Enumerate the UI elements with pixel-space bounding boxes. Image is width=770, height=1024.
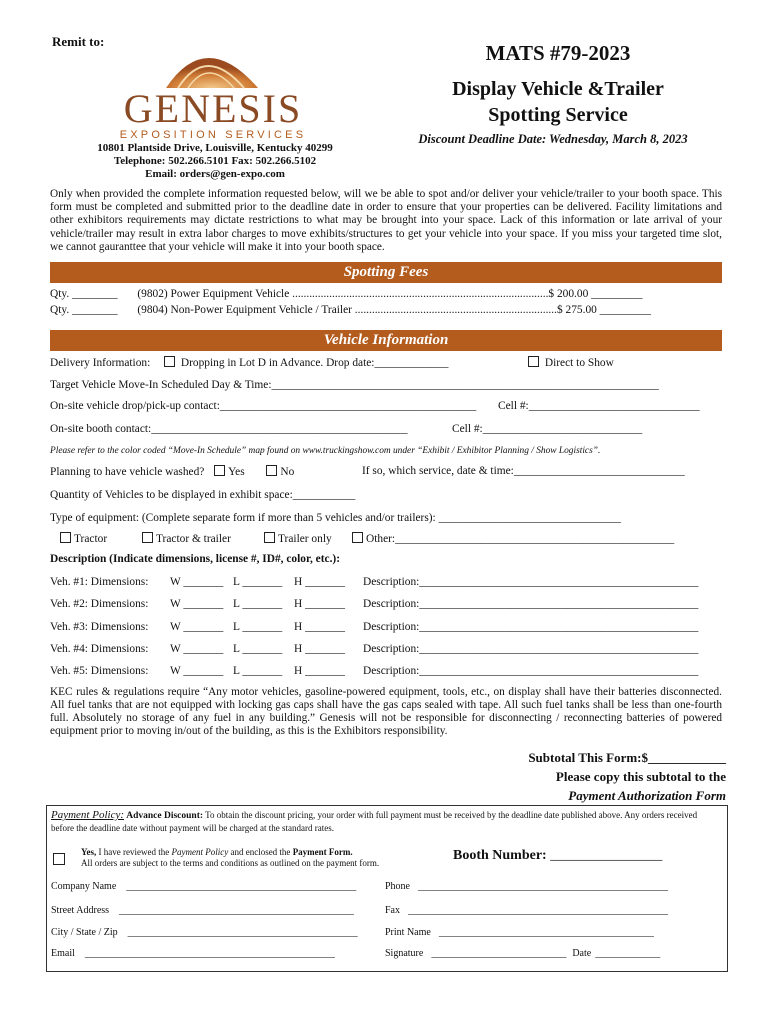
booth-number-field[interactable]: ________________: [550, 848, 663, 863]
company-address: 10801 Plantside Drive, Louisville, Kentucky 40299: [97, 142, 333, 154]
booth-number-row: [453, 848, 662, 864]
fee-row-9804: [50, 304, 651, 316]
pay-field-label: Email: [51, 948, 75, 959]
trailer-only-label: Trailer only: [278, 533, 332, 545]
pay-field-label: Print Name: [385, 927, 431, 938]
pay-field-input[interactable]: _______________________________________________: [119, 905, 355, 916]
payment-policy-label: Payment Policy:: [51, 809, 124, 821]
veh-description-field-3[interactable]: Description:_________________________________________________: [363, 621, 699, 633]
payment-policy-text: To obtain the discount pricing, your order with full payment must be received by the deadline date published above. Any orders received before the deadline date without payment will be charged at the standard rates.: [51, 810, 698, 833]
wash-no-checkbox[interactable]: [266, 465, 277, 476]
pay-field-right-3: [385, 927, 654, 938]
pay-field-input[interactable]: __________________________________________________: [418, 881, 668, 892]
tractor-trailer-checkbox[interactable]: [142, 532, 153, 543]
veh-length-field-5[interactable]: L _______: [233, 665, 283, 677]
veh-height-field-5[interactable]: H _______: [294, 665, 345, 677]
form-subtitle-line2: Spotting Service: [488, 104, 628, 126]
form-title: MATS #79-2023: [485, 41, 631, 65]
description-heading: Description (Indicate dimensions, license #, ID#, color, etc.):: [50, 553, 341, 565]
target-move-in-field[interactable]: Target Vehicle Move-In Scheduled Day & Time:____________________________________________________________________: [50, 379, 659, 391]
pay-field-label: Street Address: [51, 905, 110, 916]
pay-field-left-1: [51, 881, 356, 892]
fee-price-9802[interactable]: $ 200.00 _________: [548, 288, 643, 300]
direct-to-show-option: [528, 356, 614, 369]
move-in-schedule-note: Please refer to the color coded “Move-In Schedule” map found on www.truckingshow.com under “Exhibit / Exhibitor Planning / Show Logistics”.: [50, 446, 601, 456]
veh-description-field-4[interactable]: Description:_________________________________________________: [363, 643, 699, 655]
date-label: Date: [572, 948, 592, 959]
equip-option-tractor-trailer: [142, 532, 231, 545]
veh-height-field-1[interactable]: H _______: [294, 576, 345, 588]
policy-ack-checkbox-wrap: [53, 851, 68, 869]
veh-label-3: Veh. #3: Dimensions:: [50, 621, 149, 633]
advance-discount-label: Advance Discount:: [126, 811, 204, 821]
tractor-checkbox[interactable]: [60, 532, 71, 543]
onsite-drop-contact-field[interactable]: On-site vehicle drop/pick-up contact:_____________________________________________: [50, 400, 477, 412]
spotting-fees-heading: Spotting Fees: [50, 262, 722, 283]
genesis-logo: [88, 36, 338, 144]
payment-policy: [51, 809, 721, 834]
pay-field-label: Signature: [385, 948, 424, 959]
other-checkbox[interactable]: [352, 532, 363, 543]
delivery-row: [50, 356, 449, 369]
remit-to-label: Remit to:: [52, 34, 105, 49]
subtotal-block: [430, 748, 726, 805]
pay-field-input[interactable]: ___________________________________________: [438, 927, 654, 938]
veh-width-field-5[interactable]: W _______: [170, 665, 224, 677]
ack-text2: and enclosed the: [228, 847, 293, 857]
pay-field-label: Phone: [385, 881, 410, 892]
direct-to-show-checkbox[interactable]: [528, 356, 539, 367]
lot-d-checkbox[interactable]: [164, 356, 175, 367]
veh-label-5: Veh. #5: Dimensions:: [50, 665, 149, 677]
pay-field-input[interactable]: __________________________________________________: [84, 948, 335, 959]
vehicle-info-heading: Vehicle Information: [50, 330, 722, 351]
pay-field-left-4: [51, 948, 335, 959]
veh-description-field-5[interactable]: Description:_________________________________________________: [363, 665, 699, 677]
veh-label-1: Veh. #1: Dimensions:: [50, 576, 149, 588]
form-subtitle: [398, 76, 718, 128]
fee-qty-9802[interactable]: Qty. ________: [50, 288, 118, 300]
equip-option-tractor: [60, 532, 107, 545]
pay-field-input[interactable]: ______________________________________________: [126, 881, 357, 892]
veh-height-field-4[interactable]: H _______: [294, 643, 345, 655]
direct-to-show-label: Direct to Show: [544, 357, 614, 369]
lot-d-label[interactable]: Dropping in Lot D in Advance. Drop date:_____________: [180, 357, 449, 369]
wash-no-label: No: [280, 466, 295, 478]
ack-text1: I have reviewed the: [96, 847, 172, 857]
veh-description-field-2[interactable]: Description:_________________________________________________: [363, 598, 699, 610]
company-address-block: [58, 142, 372, 181]
wash-row: [50, 465, 294, 478]
onsite-booth-contact-field[interactable]: On-site booth contact:_____________________________________________: [50, 423, 408, 435]
pay-field-label: Fax: [385, 905, 400, 916]
fee-qty-9804[interactable]: Qty. ________: [50, 304, 118, 316]
policy-ack-text: [81, 847, 379, 869]
policy-ack-checkbox[interactable]: [53, 853, 65, 865]
discount-deadline: Discount Deadline Date: Wednesday, March 8, 2023: [418, 132, 688, 146]
veh-length-field-4[interactable]: L _______: [233, 643, 283, 655]
fee-price-9804[interactable]: $ 275.00 _________: [556, 304, 651, 316]
veh-label-4: Veh. #4: Dimensions:: [50, 643, 149, 655]
pay-field-input[interactable]: ____________________________________________________: [408, 905, 668, 916]
equip-option-other: [352, 532, 674, 545]
delivery-label: Delivery Information:: [50, 357, 151, 369]
ack-yes: Yes,: [81, 847, 97, 857]
veh-height-field-2[interactable]: H _______: [294, 598, 345, 610]
pay-field-input[interactable]: ___________________________: [431, 948, 567, 959]
tractor-trailer-label: Tractor & trailer: [156, 533, 231, 545]
pay-field-label: Company Name: [51, 881, 117, 892]
pay-field-input[interactable]: ______________________________________________: [127, 927, 358, 938]
veh-width-field-1[interactable]: W _______: [170, 576, 224, 588]
pay-field-right-4: [385, 948, 660, 959]
trailer-only-checkbox[interactable]: [264, 532, 275, 543]
wash-label: Planning to have vehicle washed?: [50, 466, 205, 478]
subtotal-field[interactable]: Subtotal This Form:$____________: [528, 750, 726, 765]
policy-ack-line1: [81, 847, 379, 858]
drop-contact-cell-field[interactable]: Cell #:______________________________: [498, 400, 700, 412]
other-field[interactable]: Other:_________________________________________________: [366, 533, 675, 545]
vehicle-quantity-field[interactable]: Quantity of Vehicles to be displayed in exhibit space:___________: [50, 489, 356, 501]
equip-option-trailer-only: [264, 532, 332, 545]
veh-length-field-1[interactable]: L _______: [233, 576, 283, 588]
booth-number-label: Booth Number:: [453, 848, 547, 863]
veh-width-field-4[interactable]: W _______: [170, 643, 224, 655]
wash-yes-label: Yes: [228, 466, 245, 478]
veh-height-field-3[interactable]: H _______: [294, 621, 345, 633]
fee-desc-9804: (9804) Non-Power Equipment Vehicle / Trailer .......................................................................: [137, 304, 557, 316]
equipment-type-field[interactable]: Type of equipment: (Complete separate form if more than 5 vehicles and/or trailers): ________________________________: [50, 512, 621, 524]
veh-width-field-2[interactable]: W _______: [170, 598, 224, 610]
company-phone-fax: Telephone: 502.266.5101 Fax: 502.266.5102: [113, 155, 317, 167]
ack-policy: Payment Policy: [171, 847, 229, 857]
veh-label-2: Veh. #2: Dimensions:: [50, 598, 149, 610]
pay-field-right-1: [385, 881, 668, 892]
subtotal-instruction-form: Payment Authorization Form: [568, 788, 726, 803]
company-email: Email: orders@gen-expo.com: [145, 168, 285, 180]
pay-field-left-2: [51, 905, 354, 916]
veh-description-field-1[interactable]: Description:_________________________________________________: [363, 576, 699, 588]
intro-paragraph: Only when provided the complete information requested below, will we be able to spot and/or deliver your vehicle/trailer to your booth space. This form must be completed and submitted prior to the deadline date in order to ensure that your properties can be delivered. Facility limitations and other exhibitors requirements may dictate restrictions to what may be brought into your space. Lack of this information or late arrival of your vehicle/trailer may result in extra labor charges to move exhibits/structures to get your vehicle into your space. If you miss your targeted time slot, we cannot gauranttee that your vehicle will make it into your booth space.: [50, 188, 722, 253]
payment-box: [46, 805, 728, 972]
wash-service-field[interactable]: If so, which service, date & time:______________________________: [362, 465, 685, 477]
pay-field-label: City / State / Zip: [51, 927, 118, 938]
subtotal-instruction: Please copy this subtotal to the: [555, 769, 726, 784]
fee-desc-9802: (9802) Power Equipment Vehicle ..........................................................................................: [137, 288, 549, 300]
fee-row-9802: [50, 288, 642, 300]
logo-wordmark: GENESIS: [123, 86, 303, 131]
booth-contact-cell-field[interactable]: Cell #:____________________________: [452, 423, 643, 435]
policy-ack-line2: All orders are subject to the terms and conditions as outlined on the payment form.: [81, 858, 380, 868]
kec-rules-paragraph: KEC rules & regulations require “Any motor vehicles, gasoline-powered equipment, tools, etc., on display shall have their batteries disconnected. All fuel tanks that are not equipped with locking gas caps shall have the gas caps sealed with tape. All such fuel tanks shall be less than one-fourth full. Absolutely no storage of any fuel in any building.” Genesis will not be responsible for disconnecting / reconnecting batteries of powered equipment prior to moving in/out of the building, as this is the Exhibitors responsibility.: [50, 686, 722, 737]
logo-tagline: EXPOSITION SERVICES: [119, 129, 307, 141]
date-field[interactable]: _____________: [595, 948, 661, 959]
wash-yes-checkbox[interactable]: [214, 465, 225, 476]
veh-length-field-2[interactable]: L _______: [233, 598, 283, 610]
pay-field-right-2: [385, 905, 668, 916]
tractor-label: Tractor: [74, 533, 108, 545]
ack-form: Payment Form.: [292, 847, 353, 857]
pay-field-left-3: [51, 927, 358, 938]
form-subtitle-line1: Display Vehicle &Trailer: [452, 78, 664, 100]
veh-length-field-3[interactable]: L _______: [233, 621, 283, 633]
veh-width-field-3[interactable]: W _______: [170, 621, 224, 633]
